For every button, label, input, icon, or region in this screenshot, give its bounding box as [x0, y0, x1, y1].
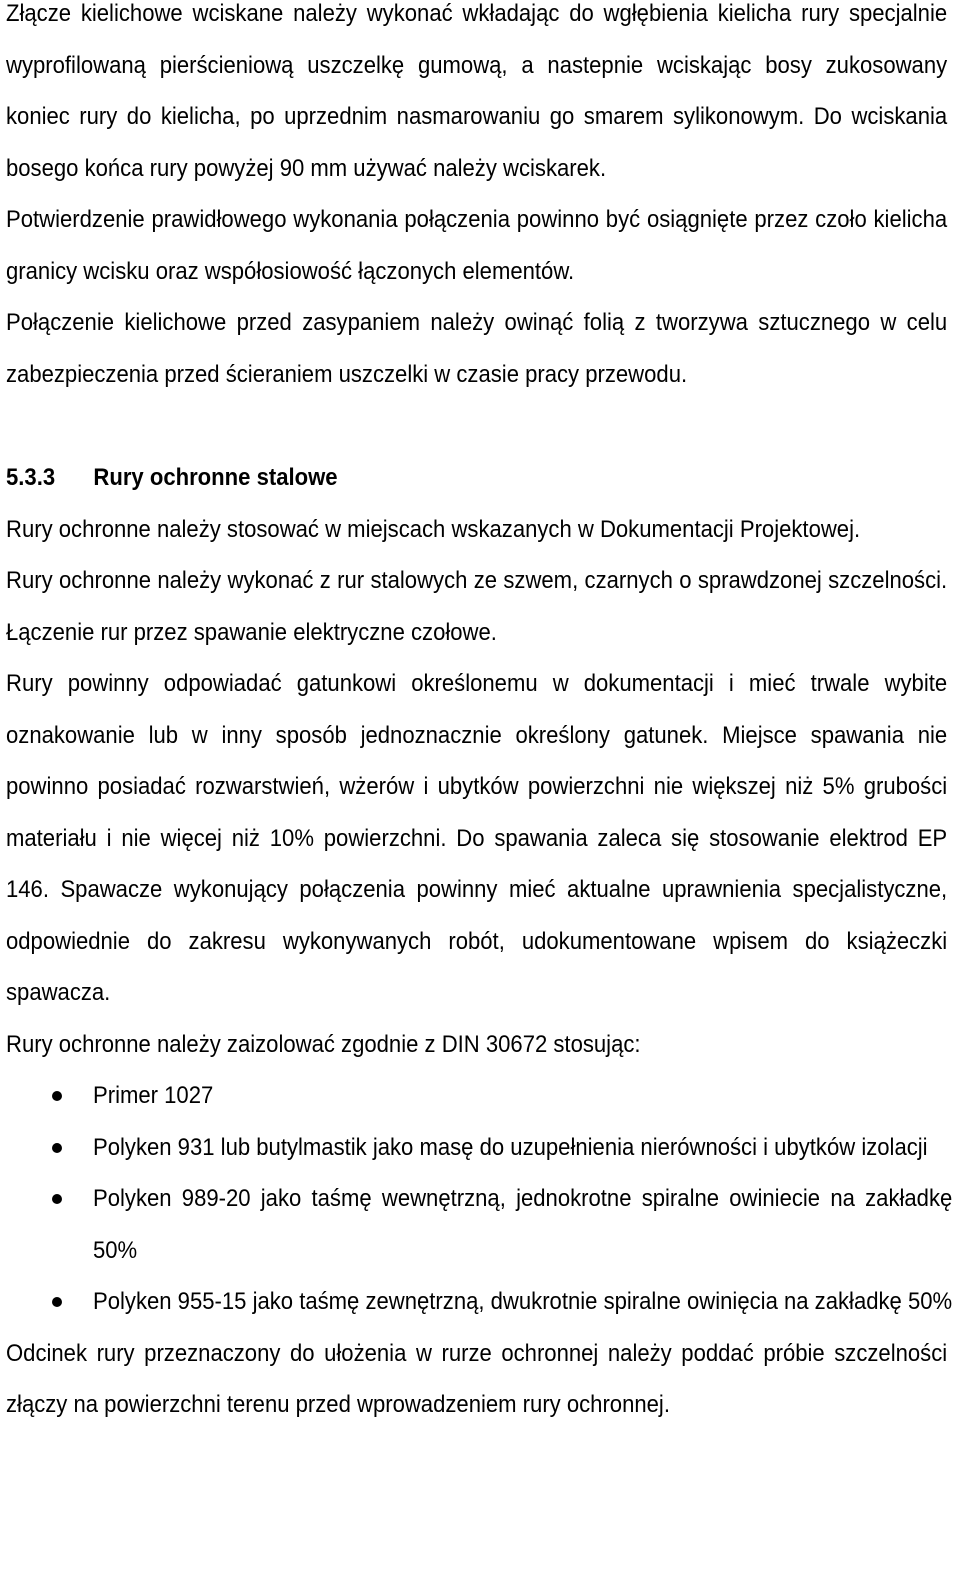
list-item-text: Primer 1027	[93, 1082, 214, 1109]
list-item	[6, 1173, 953, 1276]
bullet-icon	[52, 1091, 62, 1101]
paragraph-joint-confirmation: Potwierdzenie prawidłowego wykonania połączenia powinno być osiągnięte przez czoło kielicha granicy wcisku oraz współosiowość łączonych elementów.	[6, 206, 948, 285]
section-heading	[6, 452, 947, 504]
list-item	[6, 1070, 948, 1122]
list-item	[6, 1276, 953, 1328]
list-item	[6, 1122, 948, 1174]
insulation-list	[6, 1070, 953, 1328]
paragraph-insulation-intro: Rury ochronne należy zaizolować zgodnie z DIN 30672 stosując:	[6, 1030, 641, 1058]
bullet-icon	[52, 1297, 62, 1307]
section-number: 5.3.3	[6, 464, 56, 491]
paragraph-closing: Odcinek rury przeznaczony do ułożenia w rurze ochronnej należy poddać próbie szczelności złączy na powierzchni terenu przed wprowadzeniem rury ochronnej.	[6, 1339, 948, 1418]
paragraph-foil-wrapping: Połączenie kielichowe przed zasypaniem należy owinąć folią z tworzywa sztucznego w celu zabezpieczenia przed ścieraniem uszczelki w czasie pracy przewodu.	[6, 309, 948, 388]
section-title: Rury ochronne stalowe	[93, 464, 338, 491]
list-item-text: Polyken 931 lub butylmastik jako masę do uzupełnienia nierówności i ubytków izolacji	[93, 1133, 928, 1161]
list-item-text: Polyken 955-15 jako taśmę zewnętrzną, dwukrotnie spiralne owinięcia na zakładkę 50%	[93, 1288, 953, 1315]
bullet-icon	[52, 1194, 62, 1204]
bullet-icon	[52, 1143, 62, 1153]
paragraph-welding: Rury powinny odpowiadać gatunkowi określonemu w dokumentacji i mieć trwale wybite oznakowanie lub w inny sposób jednoznacznie określony gatunek. Miejsce spawania nie powinno posiadać rozwarstwień, wżerów i ubytków powierzchni nie większej niż 5% grubości materiału i nie więcej niż 10% powierzchni. Do spawania zaleca się stosowanie elektrod EP 146. Spawacze wykonujący połączenia powinny mieć aktualne uprawnienia specjalistyczne, odpowiednie do zakresu wykonywanych robót, udokumentowane wpisem do książeczki spawacza.	[6, 670, 948, 1006]
paragraph-socket-joint: Złącze kielichowe wciskane należy wykonać wkładając do wgłębienia kielicha rury specjalnie wyprofilowaną pierścieniową uszczelkę gumową, a nastepnie wciskając bosy zukosowany koniec rury do kielicha, po uprzednim nasmarowaniu go smarem sylikonowym. Do wciskania bosego końca rury powyżej 90 mm używać należy wciskarek.	[6, 0, 948, 182]
paragraph-usage: Rury ochronne należy stosować w miejscach wskazanych w Dokumentacji Projektowej.	[6, 515, 861, 543]
list-item-text: Polyken 989-20 jako taśmę wewnętrzną, jednokrotne spiralne owiniecie na zakładkę 50%	[93, 1185, 953, 1264]
paragraph-material: Rury ochronne należy wykonać z rur stalowych ze szwem, czarnych o sprawdzonej szczelności. Łączenie rur przez spawanie elektryczne czołowe.	[6, 567, 948, 646]
